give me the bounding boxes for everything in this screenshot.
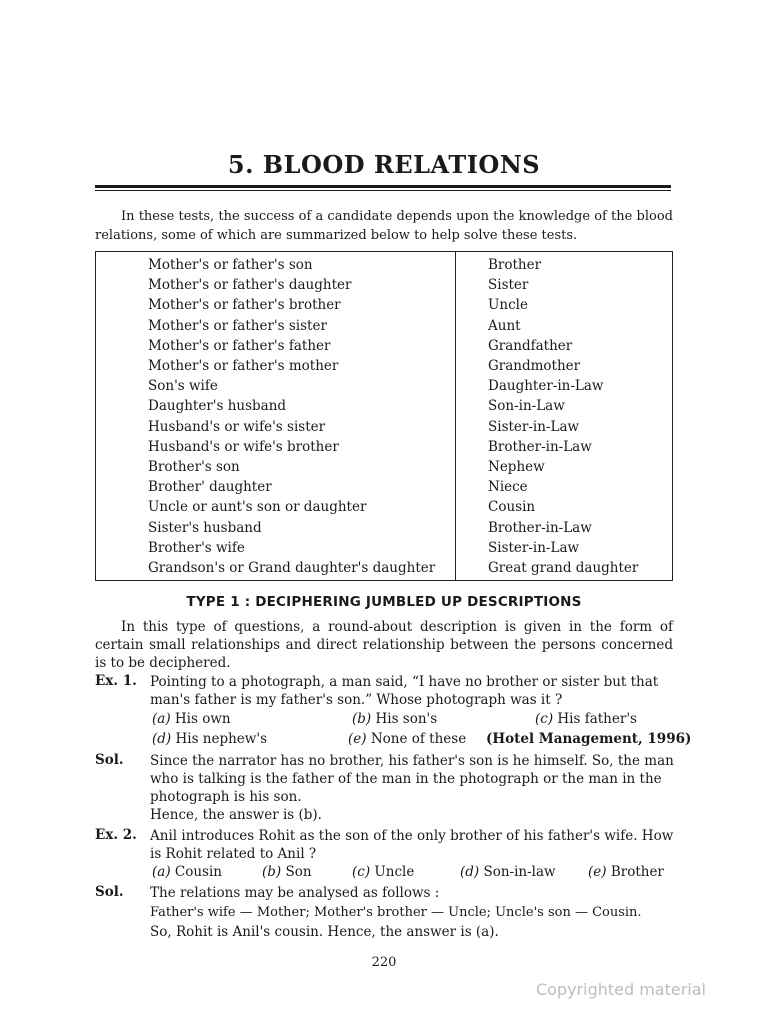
type1-heading: TYPE 1 : DECIPHERING JUMBLED UP DESCRIPTIONS xyxy=(186,594,582,610)
ex2-option-e xyxy=(588,864,664,880)
table-row xyxy=(96,520,672,540)
relation-description: Mother's or father's sister xyxy=(148,317,327,334)
ex1-source: (Hotel Management, 1996) xyxy=(486,731,692,747)
ex2-sol-label: Sol. xyxy=(95,884,124,900)
relation-description: Mother's or father's mother xyxy=(148,358,339,374)
relation-result: Aunt xyxy=(488,317,521,334)
option-key: (d) xyxy=(460,864,480,880)
option-key: (e) xyxy=(588,864,607,880)
relations-table xyxy=(95,251,673,581)
table-row xyxy=(96,398,672,418)
option-text: His father's xyxy=(553,711,637,727)
relation-description: Mother's or father's father xyxy=(148,337,331,354)
option-text: His son's xyxy=(371,711,438,727)
intro-paragraph xyxy=(95,207,673,245)
relation-description: Daughter's husband xyxy=(148,398,287,415)
relation-description: Husband's or wife's brother xyxy=(148,438,339,455)
ex1-sol-label: Sol. xyxy=(95,752,124,768)
title-rule-thin xyxy=(95,190,671,191)
ex1-solution: Since the narrator has no brother, his father's son is he himself. So, the man who is talking is the father of the man in the photograph or the man in the photograph is his son. xyxy=(150,753,674,805)
ex1-option-d xyxy=(152,731,267,747)
relation-result: Brother-in-Law xyxy=(488,519,592,536)
option-text: His own xyxy=(170,711,231,727)
option-text: Son xyxy=(281,864,312,880)
relation-result: Grandfather xyxy=(488,337,573,354)
relation-result: Daughter-in-Law xyxy=(488,378,604,395)
page-number: 220 xyxy=(371,955,397,970)
table-row xyxy=(96,277,672,297)
ex1-option-b xyxy=(352,711,437,727)
ex2-option-b xyxy=(262,864,312,880)
relation-result: Nephew xyxy=(488,459,545,475)
type1-intro-text: In this type of questions, a round-about description is given in the form of certain small relationships and direct relationship between the persons concerned is to be deciphered. xyxy=(95,619,673,671)
relation-description: Uncle or aunt's son or daughter xyxy=(148,499,367,516)
relation-result: Brother-in-Law xyxy=(488,438,592,455)
type1-intro xyxy=(95,618,673,672)
table-row xyxy=(96,297,672,317)
option-key: (a) xyxy=(152,711,171,727)
relation-result: Cousin xyxy=(488,499,536,516)
ex1-question: Pointing to a photograph, a man said, “I have no brother or sister but that man's father is my father's son.” Whose photograph was it ? xyxy=(150,674,659,708)
ex1-answer: Hence, the answer is (b). xyxy=(150,807,322,823)
table-row xyxy=(96,318,672,338)
relation-result: Niece xyxy=(488,479,528,496)
ex2-solution-line1: The relations may be analysed as follows : xyxy=(150,885,440,901)
copyright-watermark: Copyrighted material xyxy=(535,980,706,999)
option-key: (c) xyxy=(535,711,554,727)
chapter-title: 5. BLOOD RELATIONS xyxy=(227,150,541,179)
relation-description: Brother's wife xyxy=(148,539,245,556)
title-rule-thick xyxy=(95,185,671,188)
ex2-option-c xyxy=(352,864,414,880)
relation-description: Mother's or father's brother xyxy=(148,297,341,314)
ex1-option-a xyxy=(152,711,231,727)
option-text: Uncle xyxy=(370,864,415,880)
relation-description: Husband's or wife's sister xyxy=(148,418,326,435)
table-row xyxy=(96,439,672,459)
intro-text: In these tests, the success of a candidate depends upon the knowledge of the blood relations, some of which are summarized below to help solve these tests. xyxy=(95,209,673,243)
relation-result: Sister-in-Law xyxy=(488,539,580,556)
option-text: His nephew's xyxy=(171,731,267,747)
table-row xyxy=(96,459,672,479)
relation-result: Uncle xyxy=(488,297,528,314)
ex1-option-c xyxy=(535,711,637,727)
relation-result: Brother xyxy=(488,257,542,273)
ex2-solution-line2: Father's wife — Mother; Mother's brother — Uncle; Uncle's son — Cousin. xyxy=(150,905,642,920)
relation-result: Great grand daughter xyxy=(488,560,639,576)
ex1-label: Ex. 1. xyxy=(95,673,137,689)
relation-description: Son's wife xyxy=(148,378,218,395)
ex2-solution-line3: So, Rohit is Anil's cousin. Hence, the answer is (a). xyxy=(150,924,499,940)
relation-result: Sister-in-Law xyxy=(488,418,580,435)
option-key: (b) xyxy=(352,711,372,727)
table-row xyxy=(96,540,672,560)
option-key: (e) xyxy=(348,731,367,747)
table-row xyxy=(96,338,672,358)
option-text: None of these xyxy=(366,731,467,747)
option-text: Cousin xyxy=(170,864,222,880)
ex1-option-e xyxy=(348,731,466,747)
ex2-label: Ex. 2. xyxy=(95,827,137,843)
option-text: Brother xyxy=(606,864,664,880)
relation-result: Son-in-Law xyxy=(488,398,565,415)
relation-description: Mother's or father's daughter xyxy=(148,277,352,294)
relation-description: Sister's husband xyxy=(148,519,262,536)
table-row xyxy=(96,419,672,439)
option-text: Son-in-law xyxy=(479,864,556,880)
option-key: (b) xyxy=(262,864,282,880)
relation-description: Mother's or father's son xyxy=(148,257,313,273)
option-key: (c) xyxy=(352,864,371,880)
relation-result: Sister xyxy=(488,277,529,294)
option-key: (d) xyxy=(152,731,172,747)
ex2-option-a xyxy=(152,864,222,880)
ex2-question: Anil introduces Rohit as the son of the only brother of his father's wife. How is Rohit related to Anil ? xyxy=(150,828,674,862)
relation-description: Brother's son xyxy=(148,459,240,475)
relation-description: Grandson's or Grand daughter's daughter xyxy=(148,560,436,576)
option-key: (a) xyxy=(152,864,171,880)
table-row xyxy=(96,358,672,378)
relation-result: Grandmother xyxy=(488,358,581,374)
table-row xyxy=(96,479,672,499)
table-row xyxy=(96,257,672,277)
table-row xyxy=(96,560,672,580)
relation-description: Brother' daughter xyxy=(148,479,272,496)
table-row xyxy=(96,378,672,398)
table-row xyxy=(96,499,672,519)
ex2-option-d xyxy=(460,864,556,880)
